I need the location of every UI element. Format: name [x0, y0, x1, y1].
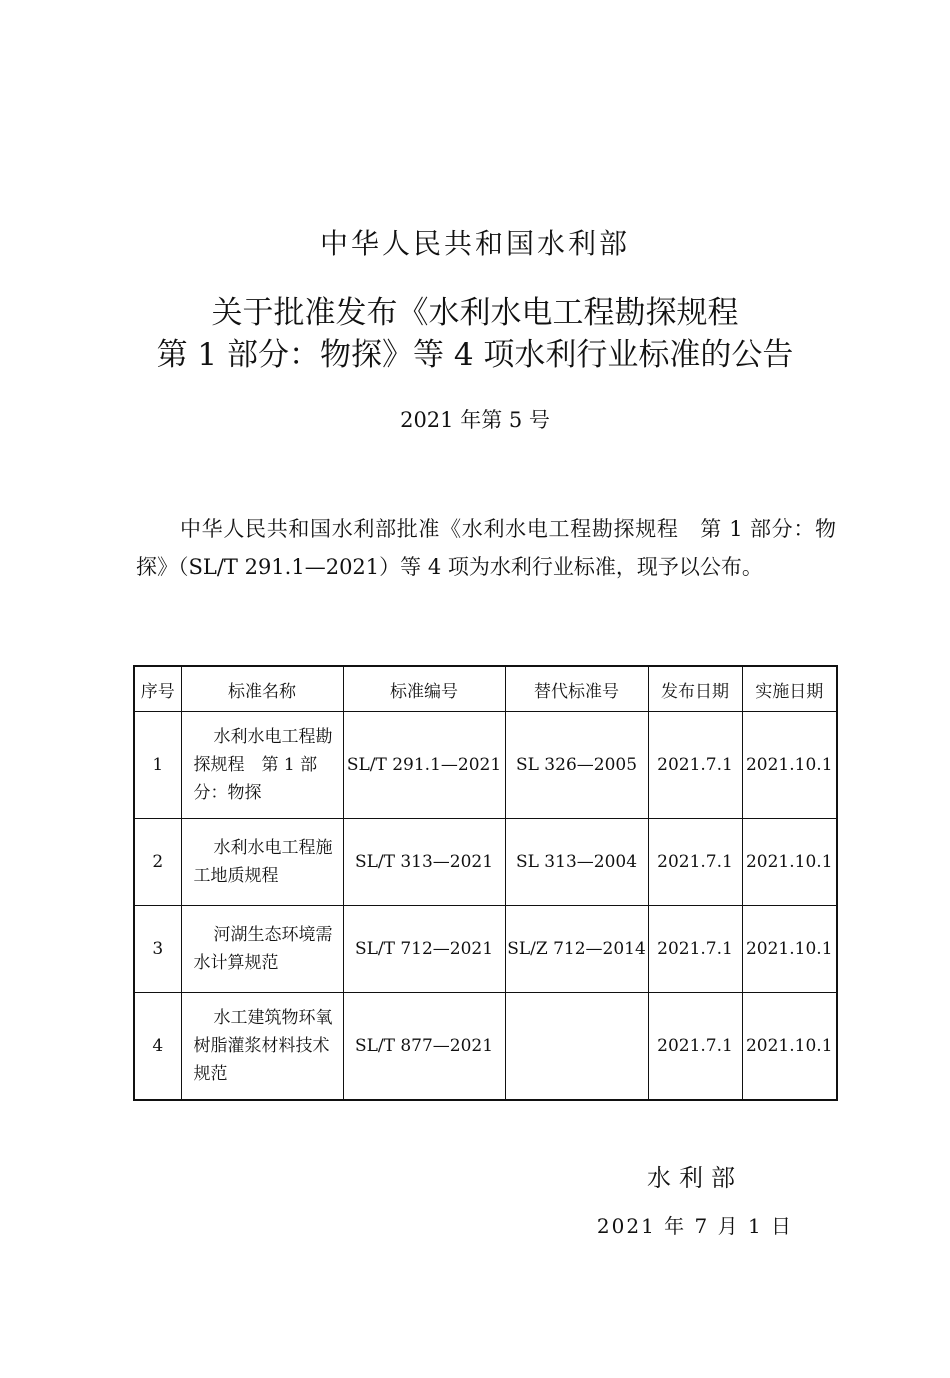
signature-date: 2021 年 7 月 1 日: [596, 1214, 794, 1238]
ministry-header: 中华人民共和国水利部: [319, 227, 630, 260]
cell-name: 水工建筑物环氧树脂灌浆材料技术规范: [181, 993, 343, 1101]
header-no: 序号: [134, 666, 181, 712]
table-row: [134, 712, 837, 819]
cell-replaces: SL 326—2005: [505, 712, 648, 819]
header-replaces: 替代标准号: [505, 666, 648, 712]
cell-issued: 2021.7.1: [648, 993, 742, 1101]
cell-code: SL/T 712—2021: [343, 906, 505, 993]
issue-number: 2021 年第 5 号: [400, 408, 550, 432]
cell-effective: 2021.10.1: [742, 819, 837, 906]
cell-no: 3: [134, 906, 181, 993]
title-line-1: 关于批准发布《水利水电工程勘探规程: [211, 295, 739, 331]
cell-effective: 2021.10.1: [742, 906, 837, 993]
table-row: [134, 819, 837, 906]
signature-ministry: 水利部: [647, 1164, 743, 1192]
header-name: 标准名称: [181, 666, 343, 712]
header-issued: 发布日期: [648, 666, 742, 712]
announcement-body: 中华人民共和国水利部批准《水利水电工程勘探规程 第 1 部分：物探》（SL/T 291.1—2021）等 4 项为水利行业标准，现予以公布。: [136, 517, 836, 579]
cell-code: SL/T 877—2021: [343, 993, 505, 1101]
cell-name: 水利水电工程施工地质规程: [181, 819, 343, 906]
cell-no: 2: [134, 819, 181, 906]
table-row: [134, 993, 837, 1101]
table-row: [134, 906, 837, 993]
cell-issued: 2021.7.1: [648, 712, 742, 819]
header-effective: 实施日期: [742, 666, 837, 712]
cell-no: 4: [134, 993, 181, 1101]
cell-effective: 2021.10.1: [742, 993, 837, 1101]
cell-issued: 2021.7.1: [648, 819, 742, 906]
cell-no: 1: [134, 712, 181, 819]
announcement-title: [0, 292, 950, 376]
cell-issued: 2021.7.1: [648, 906, 742, 993]
cell-effective: 2021.10.1: [742, 712, 837, 819]
cell-replaces: SL 313—2004: [505, 819, 648, 906]
standards-table: [133, 665, 838, 1101]
cell-name: 水利水电工程勘探规程 第 1 部分：物探: [181, 712, 343, 819]
cell-replaces: [505, 993, 648, 1101]
title-line-2: 第 1 部分：物探》等 4 项水利行业标准的公告: [156, 337, 794, 373]
cell-code: SL/T 291.1—2021: [343, 712, 505, 819]
cell-code: SL/T 313—2021: [343, 819, 505, 906]
table-header-row: [134, 666, 837, 712]
header-code: 标准编号: [343, 666, 505, 712]
cell-name: 河湖生态环境需水计算规范: [181, 906, 343, 993]
cell-replaces: SL/Z 712—2014: [505, 906, 648, 993]
